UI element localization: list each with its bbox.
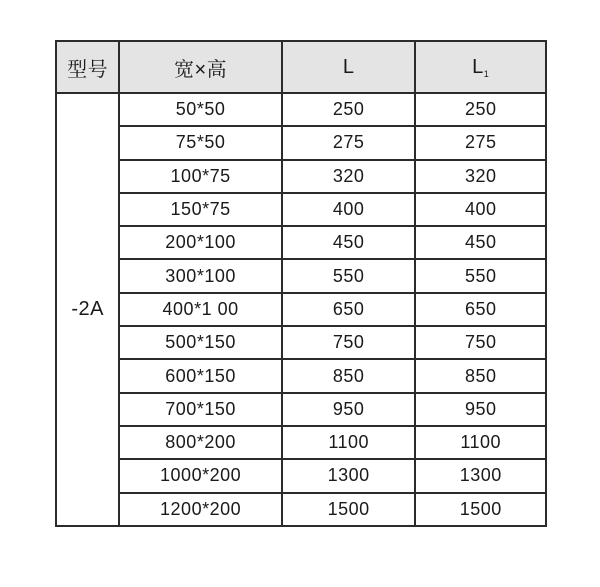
header-l: L: [282, 41, 416, 93]
table-row: [56, 160, 546, 193]
l-cell: 1100: [282, 426, 416, 459]
size-cell: 600*150: [119, 359, 282, 392]
l-cell: 650: [282, 293, 416, 326]
header-l1-subscript: 1: [483, 68, 490, 79]
l1-cell: 250: [415, 93, 546, 126]
l-cell: 320: [282, 160, 416, 193]
l-cell: 750: [282, 326, 416, 359]
table-row: [56, 126, 546, 159]
size-cell: 500*150: [119, 326, 282, 359]
l-cell: 250: [282, 93, 416, 126]
l-cell: 850: [282, 359, 416, 392]
l-cell: 950: [282, 393, 416, 426]
header-row: [56, 41, 546, 93]
l-cell: 550: [282, 259, 416, 292]
table-row: [56, 459, 546, 492]
l-cell: 450: [282, 226, 416, 259]
size-cell: 200*100: [119, 226, 282, 259]
table-row: [56, 326, 546, 359]
size-cell: 1200*200: [119, 493, 282, 526]
l1-cell: 850: [415, 359, 546, 392]
size-cell: 800*200: [119, 426, 282, 459]
table-row: [56, 359, 546, 392]
table-row: [56, 93, 546, 126]
l1-cell: 750: [415, 326, 546, 359]
table-row: [56, 293, 546, 326]
l1-cell: 650: [415, 293, 546, 326]
l1-cell: 450: [415, 226, 546, 259]
l-cell: 1300: [282, 459, 416, 492]
l1-cell: 1500: [415, 493, 546, 526]
l1-cell: 950: [415, 393, 546, 426]
size-cell: 75*50: [119, 126, 282, 159]
model-cell: -2A: [56, 93, 119, 526]
l-cell: 400: [282, 193, 416, 226]
table-body: [56, 93, 546, 526]
size-cell: 1000*200: [119, 459, 282, 492]
table-row: [56, 193, 546, 226]
header-l1: [415, 41, 546, 93]
size-cell: 100*75: [119, 160, 282, 193]
header-l1-base: L: [472, 55, 484, 78]
header-model: 型号: [56, 41, 119, 93]
l1-cell: 550: [415, 259, 546, 292]
size-cell: 50*50: [119, 93, 282, 126]
l-cell: 1500: [282, 493, 416, 526]
size-cell: 700*150: [119, 393, 282, 426]
table-row: [56, 226, 546, 259]
l-cell: 275: [282, 126, 416, 159]
size-cell: 150*75: [119, 193, 282, 226]
l1-cell: 320: [415, 160, 546, 193]
table-row: [56, 259, 546, 292]
spec-table: [55, 40, 547, 527]
l1-cell: 275: [415, 126, 546, 159]
size-cell: 400*1 00: [119, 293, 282, 326]
table-row: [56, 393, 546, 426]
l1-cell: 1100: [415, 426, 546, 459]
header-size: 宽×高: [119, 41, 282, 93]
l1-cell: 400: [415, 193, 546, 226]
size-cell: 300*100: [119, 259, 282, 292]
l1-cell: 1300: [415, 459, 546, 492]
table-row: [56, 426, 546, 459]
table-row: [56, 493, 546, 526]
